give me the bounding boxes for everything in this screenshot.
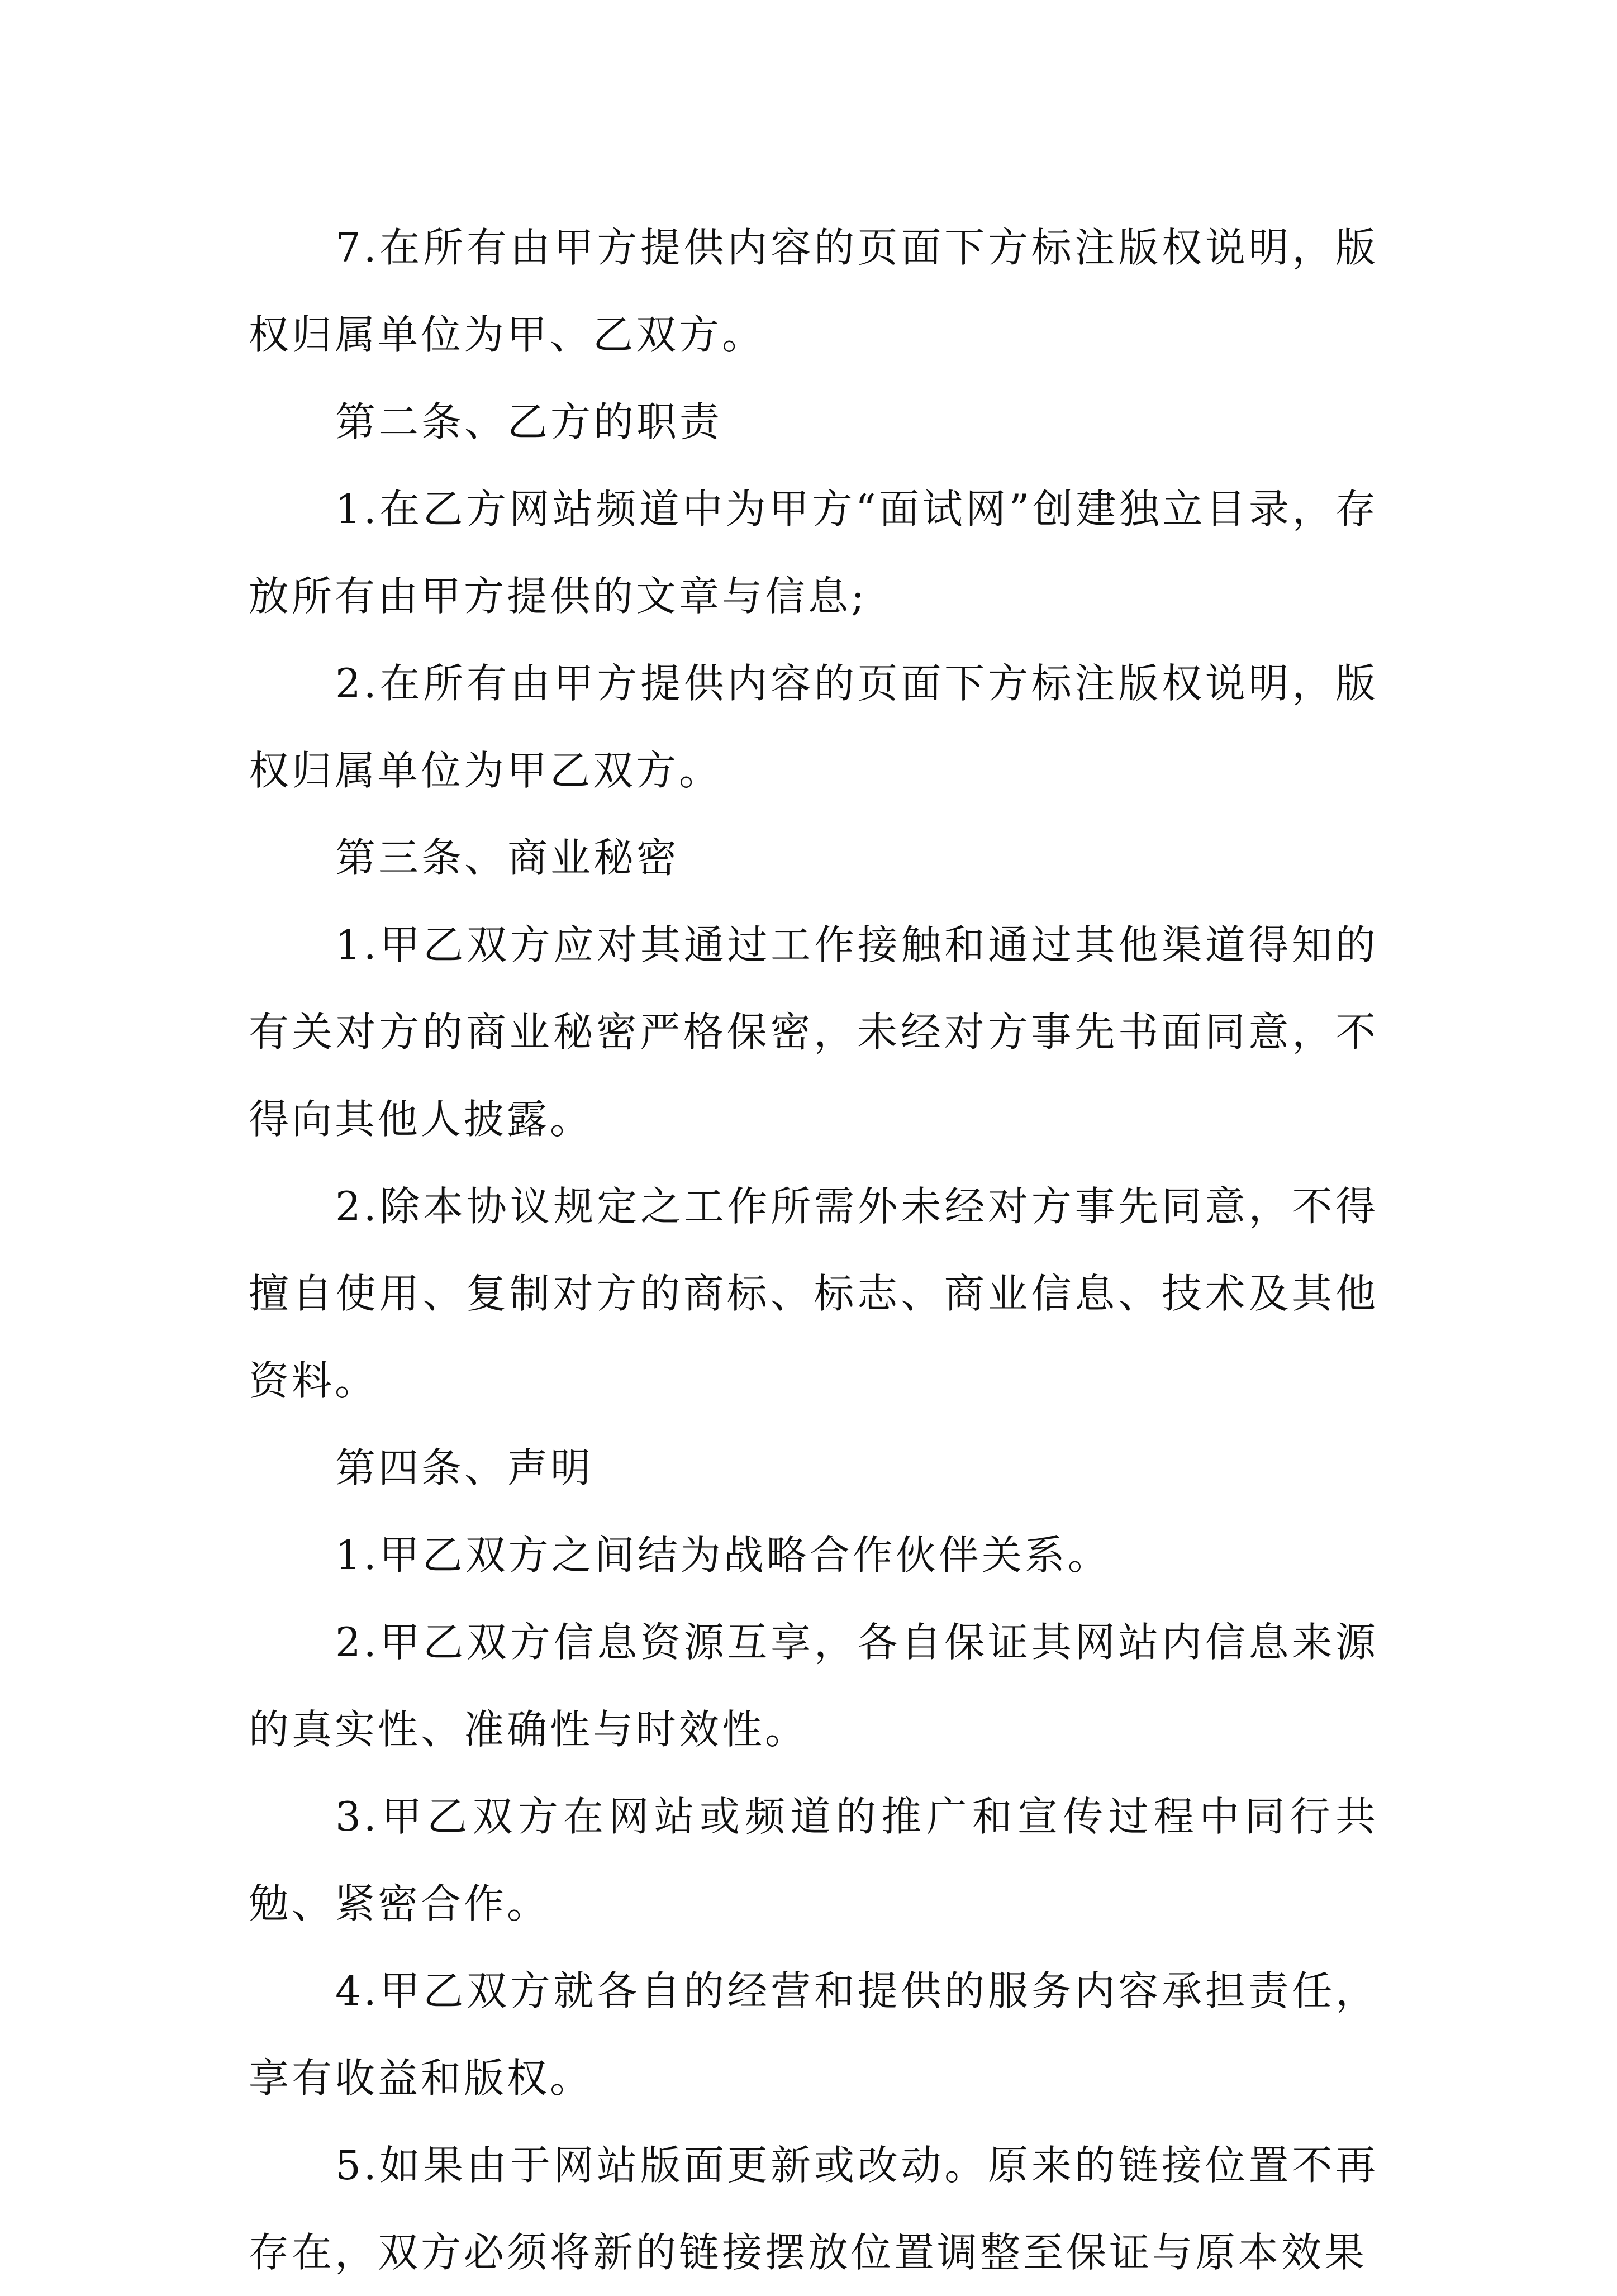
clause-2-item-2: 2.在所有由甲方提供内容的页面下方标注版权说明，版权归属单位为甲乙双方。 (249, 660, 1378, 794)
section-heading-article-4: 第四条、声明 (335, 1444, 594, 1491)
clause-3-item-2: 2.除本协议规定之工作所需外未经对方事先同意，不得擅自使用、复制对方的商标、标志、商业信息、技术及其他资料。 (249, 1183, 1378, 1404)
clause-4-item-5: 5.如果由于网站版面更新或改动。原来的链接位置不再存在，双方必须将新的链接摆放位置调整至保证与原本效果 (249, 2142, 1378, 2276)
clause-1-item-7: 7.在所有由甲方提供内容的页面下方标注版权说明，版权归属单位为甲、乙双方。 (249, 224, 1378, 358)
section-heading-article-3: 第三条、商业秘密 (335, 834, 680, 881)
clause-2-item-1: 1.在乙方网站频道中为甲方“面试网”创建独立目录，存放所有由甲方提供的文章与信息; (249, 486, 1378, 620)
section-heading-article-2: 第二条、乙方的职责 (335, 398, 723, 445)
document-body (249, 204, 1378, 2296)
clause-4-item-4: 4.甲乙双方就各自的经营和提供的服务内容承担责任，享有收益和版权。 (249, 1967, 1378, 2102)
clause-4-item-3: 3.甲乙双方在网站或频道的推广和宣传过程中同行共勉、紧密合作。 (249, 1793, 1378, 1927)
clause-3-item-1: 1.甲乙双方应对其通过工作接触和通过其他渠道得知的有关对方的商业秘密严格保密，未经对方事先书面同意，不得向其他人披露。 (249, 921, 1378, 1143)
clause-4-item-1: 1.甲乙双方之间结为战略合作伙伴关系。 (335, 1532, 1111, 1579)
clause-4-item-2: 2.甲乙双方信息资源互享，各自保证其网站内信息来源的真实性、准确性与时效性。 (249, 1619, 1378, 1753)
